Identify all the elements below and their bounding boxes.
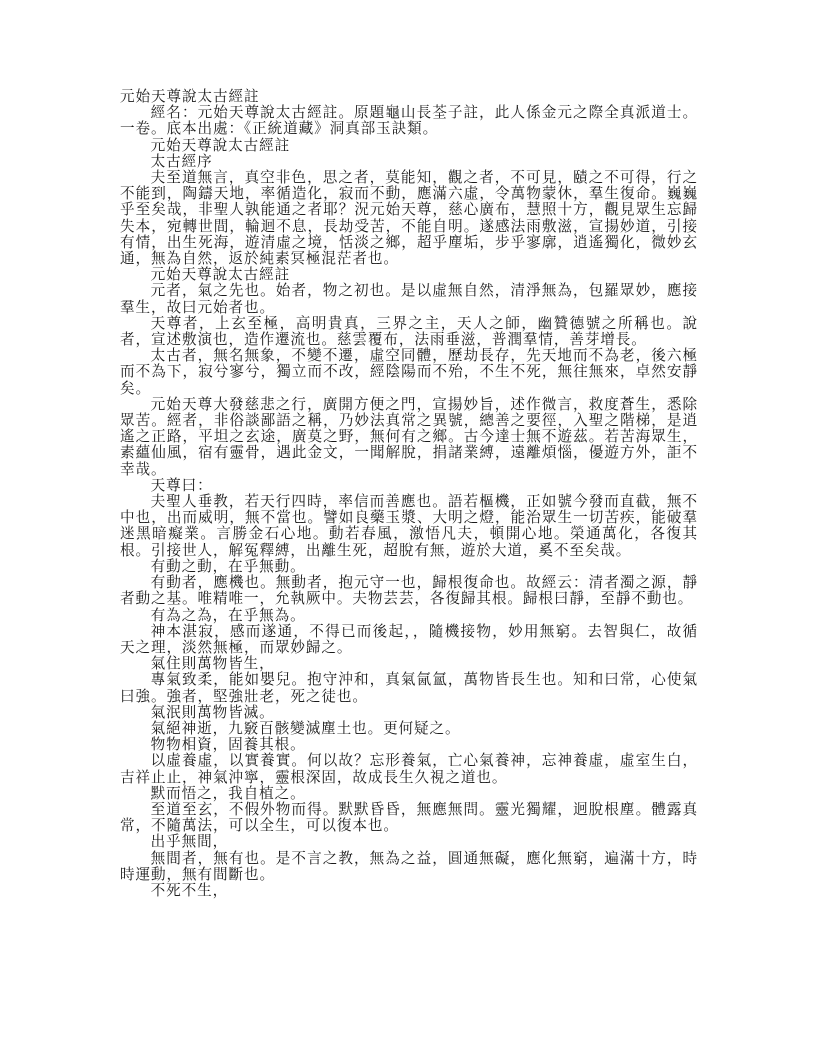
paragraph: 夫聖人垂教，若天行四時，率信而善應也。語若樞機，正如號今發而直截，無不中也，出而威明，無不當也。譬如良藥玉漿、大明之燈，能治眾生一切苦疾，能破羣迷黑暗癡業。言勝金石心地。動若春風，激悟凡夫，頓開心地。榮通萬化，各復其根。引接世人，解冤釋縛，出離生死，超脫有無，遊於大道，奚不至矣哉。 bbox=[120, 493, 698, 559]
document-page bbox=[120, 89, 698, 899]
scripture-verse: 氣住則萬物皆生， bbox=[150, 655, 275, 673]
paragraph: 天尊者，上玄至極，高明貴真，三界之主，天人之師，幽贊德號之所稱也。說者，宣述敷演也，造作遷流也。慈雲覆布，法雨垂滋，普潤羣情，善芽增長。 bbox=[120, 314, 698, 349]
paragraph-subtitle: 元始天尊說太古經註 bbox=[150, 136, 291, 154]
commentary: 神本湛寂，感而遂通，不得已而後起，，隨機接物，妙用無窮。去智與仁，故循天之理，淡然無極，而眾妙歸之。 bbox=[120, 622, 698, 656]
paragraph-section-heading: 元始天尊說太古經註 bbox=[150, 266, 291, 284]
paragraph: 太古者，無名無象，不變不遷，虛空同體，歷劫長存，先天地而不為老，後六極而不為下，寂兮寥兮，獨立而不改，經陰陽而不殆，不生不死，無往無來，卓然安靜矣。 bbox=[120, 347, 698, 397]
paragraph-preface-heading: 太古經序 bbox=[150, 152, 213, 170]
commentary: 有動者，應機也。無動者，抱元守一也，歸根復命也。故經云：清者濁之源，靜者動之基。唯精唯一，允執厥中。夫物芸芸，各復歸其根。歸根曰靜，至靜不動也。 bbox=[120, 574, 698, 608]
commentary: 專氣致柔，能如嬰兒。抱守沖和，真氣氤氳，萬物皆長生也。知和曰常，心使氣曰強。強者，堅強壯老，死之徒也。 bbox=[120, 671, 698, 705]
commentary: 至道至玄，不假外物而得。默默昏昏，無應無問。靈光獨耀，迥脫根塵。體露真常，不隨萬法，可以全生，可以復本也。 bbox=[120, 800, 698, 835]
scripture-verse: 有為之為，在乎無為。 bbox=[150, 606, 306, 624]
commentary: 以虛養虛，以實養實。何以故？忘形養氣，亡心氣養神，忘神養虛，虛室生白，吉祥止止，神氣沖寧，靈根深固，故成長生久視之道也。 bbox=[120, 752, 698, 786]
commentary: 氣絕神逝，九竅百骸變滅塵土也。更何疑之。 bbox=[150, 719, 461, 737]
paragraph-preface: 夫至道無言，真空非色，思之者，莫能知，觀之者，不可見，賾之不可得，行之不能到，陶鑄天地，率循造化，寂而不動，應滿六虛，令萬物蒙休，羣生復命。巍巍乎至矣哉，非聖人孰能通之者耶？況元始天尊，慈心廣布，慧照十方，觀見眾生忘歸失本，宛轉世間，輪迴不息，長劫受苦，不能自明。遂感法雨敷滋，宣揚妙道，引接有情，出生死海，遊清虛之境，恬淡之鄉，超乎塵垢，步乎寥廓，逍遙獨化，微妙玄通，無為自然，返於純素冥極混茫者也。 bbox=[120, 169, 698, 268]
paragraph-scripture-info: 經名：元始天尊說太古經註。原題龜山長荃子註，此人係金元之際全真派道士。一卷。底本出處：《正統道藏》洞真部玉訣類。 bbox=[120, 104, 698, 138]
scripture-verse: 氣泯則萬物皆滅。 bbox=[150, 703, 275, 721]
scripture-verse: 有動之動，在乎無動。 bbox=[150, 557, 306, 575]
document-title: 元始天尊說太古經註 bbox=[120, 88, 260, 105]
paragraph: 元始天尊大發慈悲之行，廣開方便之門，宣揚妙旨，述作微言，救度蒼生，悉除眾苦。經者，非俗談鄙語之稱，乃妙法真常之異號，總善之要徑，入聖之階梯，是逍遙之正路，平坦之玄途，廣莫之野，無何有之鄉。古今達士無不遊茲。若苦海眾生，素蘊仙風，宿有靈骨，遇此金文，一聞解脫，捐諸業縛，遠離煩惱，優遊方外，詎不幸哉。 bbox=[120, 395, 698, 478]
scripture-verse: 默而悟之，我自植之。 bbox=[150, 784, 306, 802]
scripture-verse: 出乎無間， bbox=[150, 833, 229, 851]
commentary: 無間者，無有也。是不言之教，無為之益，圓通無礙，應化無窮，遍滿十方，時時運動，無有間斷也。 bbox=[120, 849, 698, 883]
paragraph: 天尊曰： bbox=[150, 476, 213, 494]
scripture-verse: 不死不生， bbox=[150, 881, 229, 899]
paragraph: 元者，氣之先也。始者，物之初也。是以虛無自然，清淨無為，包羅眾妙，應接羣生，故曰元始者也。 bbox=[120, 282, 698, 316]
scripture-verse: 物物相資，固養其根。 bbox=[150, 736, 306, 754]
